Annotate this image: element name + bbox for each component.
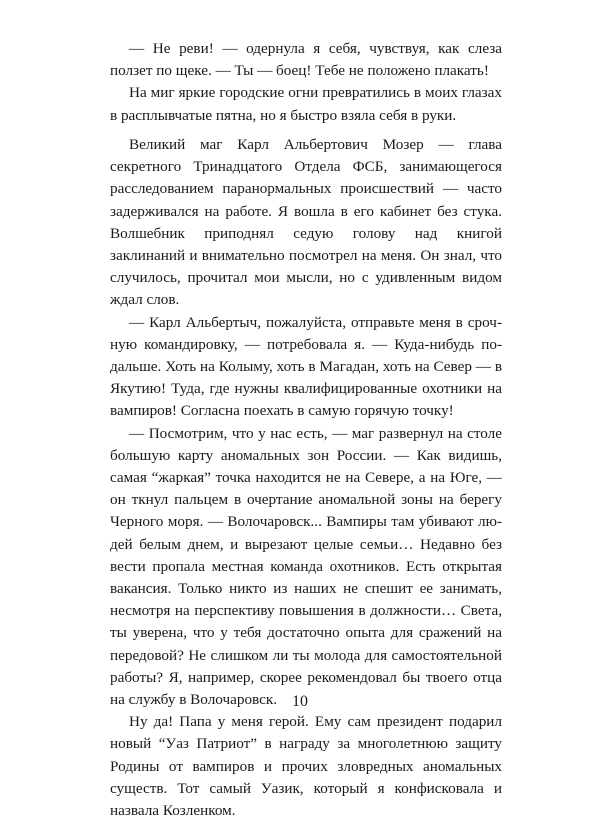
text-block-main xyxy=(110,134,502,822)
paragraph: — Посмотрим, что у нас есть, — маг развернул на столе большую карту аномальных зон России. — Как видишь, самая “жаркая” точка находится не на Севере, а на Юге, — он ткнул пальцем в очертание аномальной зоны на берегу Черного моря. — Волочаровск... Вампиры там убивают людей белым днем, и вырезают целые семьи… Недавно без вести пропала местная команда охотников. Есть открытая вакансия. Только никто из наших не спешит ее занимать, несмотря на перспективу повышения в должности… Света, ты уверена, что у тебя достаточно опыта для сражений на передовой? Не слишком ли ты молода для самостоятельной работы? Я, например, скорее рекомендовал бы твоего отца на службу в Волочаровск. xyxy=(110,424,502,709)
text-block-top xyxy=(110,38,502,127)
paragraph: На миг яркие городские огни превратились в моих глазах в расплывчатые пятна, но я быстро взяла себя в руки. xyxy=(110,84,502,124)
page-number: 10 xyxy=(292,693,308,710)
paragraph: — Не реви! — одернула я себя, чувствуя, как слеза ползет по щеке. — Ты — боец! Тебе не положено плакать! xyxy=(110,40,502,80)
paragraph: Ну да! Папа у меня герой. Ему сам президент подарил новый “Уаз Патриот” в награду за многолетнюю защиту Родины от вампиров и прочих зловредных аномальных существ. Тот самый Уазик, который я конфисковала и назвала Козленком. xyxy=(110,713,502,820)
paragraph: Великий маг Карл Альбертович Мозер — глава секретного Тринадцатого Отдела ФСБ, занимающегося расследованием паранормальных происшествий — часто задерживался на работе. Я вошла в его кабинет без стука. Волшебник приподнял седую голову над книгой заклинаний и внимательно посмотрел на меня. Он знал, что случилось, прочитал мои мысли, но с удивленным видом ждал слов. xyxy=(110,136,502,309)
paragraph: — Карл Альбертыч, пожалуйста, отправьте меня в срочную командировку, — потребовала я. — Куда-нибудь подальше. Хоть на Колыму, хоть в Магадан, хоть на Север — в Якутию! Туда, где нужны квалифицированные охотники на вампиров! Согласна поехать в самую горячую точку! xyxy=(110,313,502,420)
